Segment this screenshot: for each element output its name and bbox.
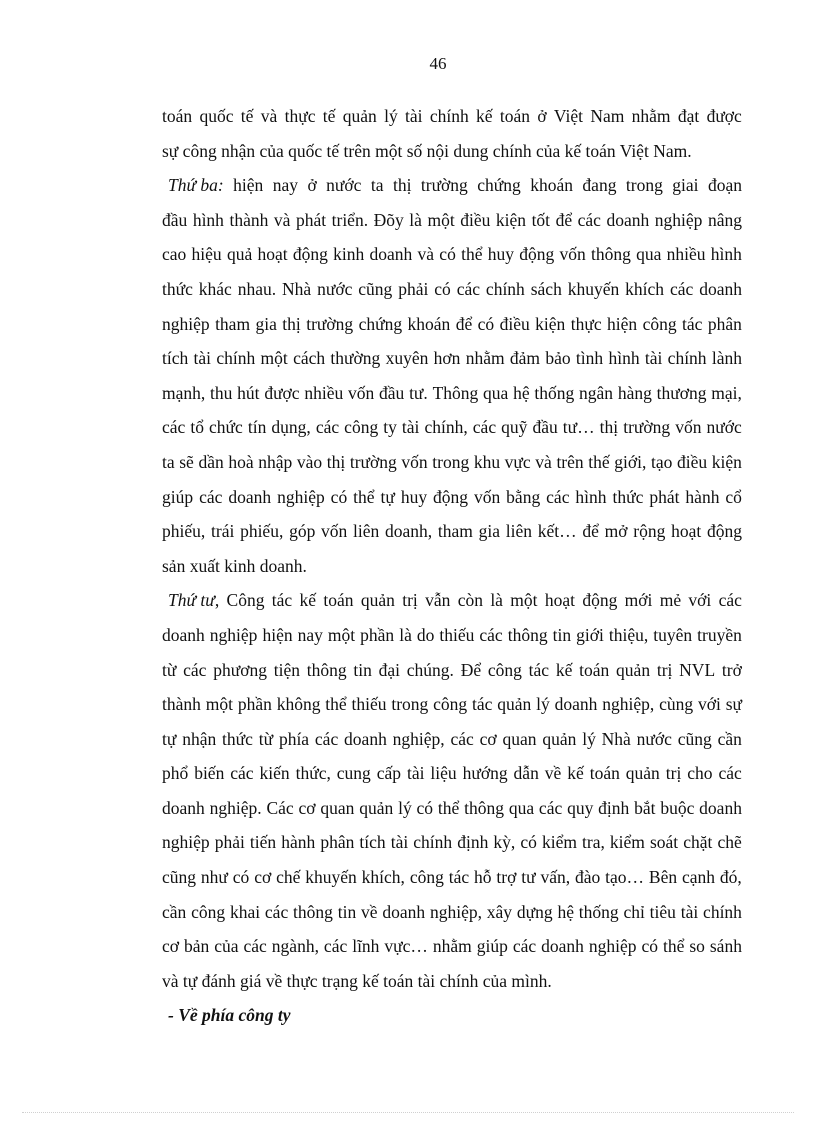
text-line: cũng như có cơ chế khuyến khích, công tác hỗ trợ tư vấn, đào tạo… Bên cạnh đó, [162,867,742,888]
document-body [162,99,742,1033]
text-line: cơ bản của các ngành, các lĩnh vực… nhằm giúp các doanh nghiệp có thể so sánh [162,936,742,957]
text-line: Thứ ba: hiện nay ở nước ta thị trường chứng khoán đang trong giai đoạn [168,175,742,196]
text-line: phiếu, trái phiếu, góp vốn liên doanh, tham gia liên kết… để mở rộng hoạt động [162,521,742,542]
text-line: mạnh, thu hút được nhiều vốn đầu tư. Thông qua hệ thống ngân hàng thương mại, [162,382,742,403]
text-line: doanh nghiệp hiện nay một phần là do thiếu các thông tin giới thiệu, tuyên truyền [162,624,742,645]
text-line: phổ biến các kiến thức, cung cấp tài liệu hướng dẫn về kế toán quản trị cho các [162,763,742,784]
text-line: nghiệp tham gia thị trường chứng khoán để có điều kiện thực hiện công tác phân [162,313,742,334]
text-line: doanh nghiệp. Các cơ quan quản lý có thể thông qua các quy định bắt buộc doanh [162,797,742,818]
text-line: đầu hình thành và phát triển. Đõy là một điều kiện tốt để các doanh nghiệp nâng [162,209,742,230]
section-heading: - Về phía công ty [168,1005,291,1026]
page-bottom-divider [22,1112,794,1113]
page-number: 46 [429,54,447,73]
text-line: cần công khai các thông tin về doanh nghiệp, xây dựng hệ thống chỉ tiêu tài chính [162,901,742,922]
text-line: cao hiệu quả hoạt động kinh doanh và có thể huy động vốn thông qua nhiều hình [162,244,742,265]
text-line: tích tài chính một cách thường xuyên hơn nhằm đảm bảo tình hình tài chính lành [162,348,742,369]
text-line: nghiệp phải tiến hành phân tích tài chính định kỳ, có kiểm tra, kiểm soát chặt chẽ [162,832,742,853]
text-line: thành một phần không thể thiếu trong công tác quản lý doanh nghiệp, cùng với sự [162,694,742,715]
text-line: sự công nhận của quốc tế trên một số nội dung chính của kế toán Việt Nam. [162,140,692,161]
text-line: thức khác nhau. Nhà nước cũng phải có các chính sách khuyến khích các doanh [162,278,742,299]
text-line: ta sẽ dần hoà nhập vào thị trường vốn trong khu vực và trên thế giới, tạo điều kiện [162,451,742,472]
text-line: và tự đánh giá về thực trạng kế toán tài chính của mình. [162,970,552,991]
text-line: sản xuất kinh doanh. [162,555,307,576]
text-line: toán quốc tế và thực tế quản lý tài chính kế toán ở Việt Nam nhằm đạt được [162,106,742,126]
text-line: từ các phương tiện thông tin đại chúng. Để công tác kế toán quản trị NVL trở [162,659,742,680]
text-line: Thứ tư, Công tác kế toán quản trị vẫn còn là một hoạt động mới mẻ với các [168,590,742,611]
text-line: tự nhận thức từ phía các doanh nghiệp, các cơ quan quản lý Nhà nước cũng cần [162,728,742,749]
text-line: giúp các doanh nghiệp có thể tự huy động vốn bằng các hình thức phát hành cổ [162,486,742,507]
text-line: các tổ chức tín dụng, các công ty tài chính, các quỹ đầu tư… thị trường vốn nước [162,417,742,438]
